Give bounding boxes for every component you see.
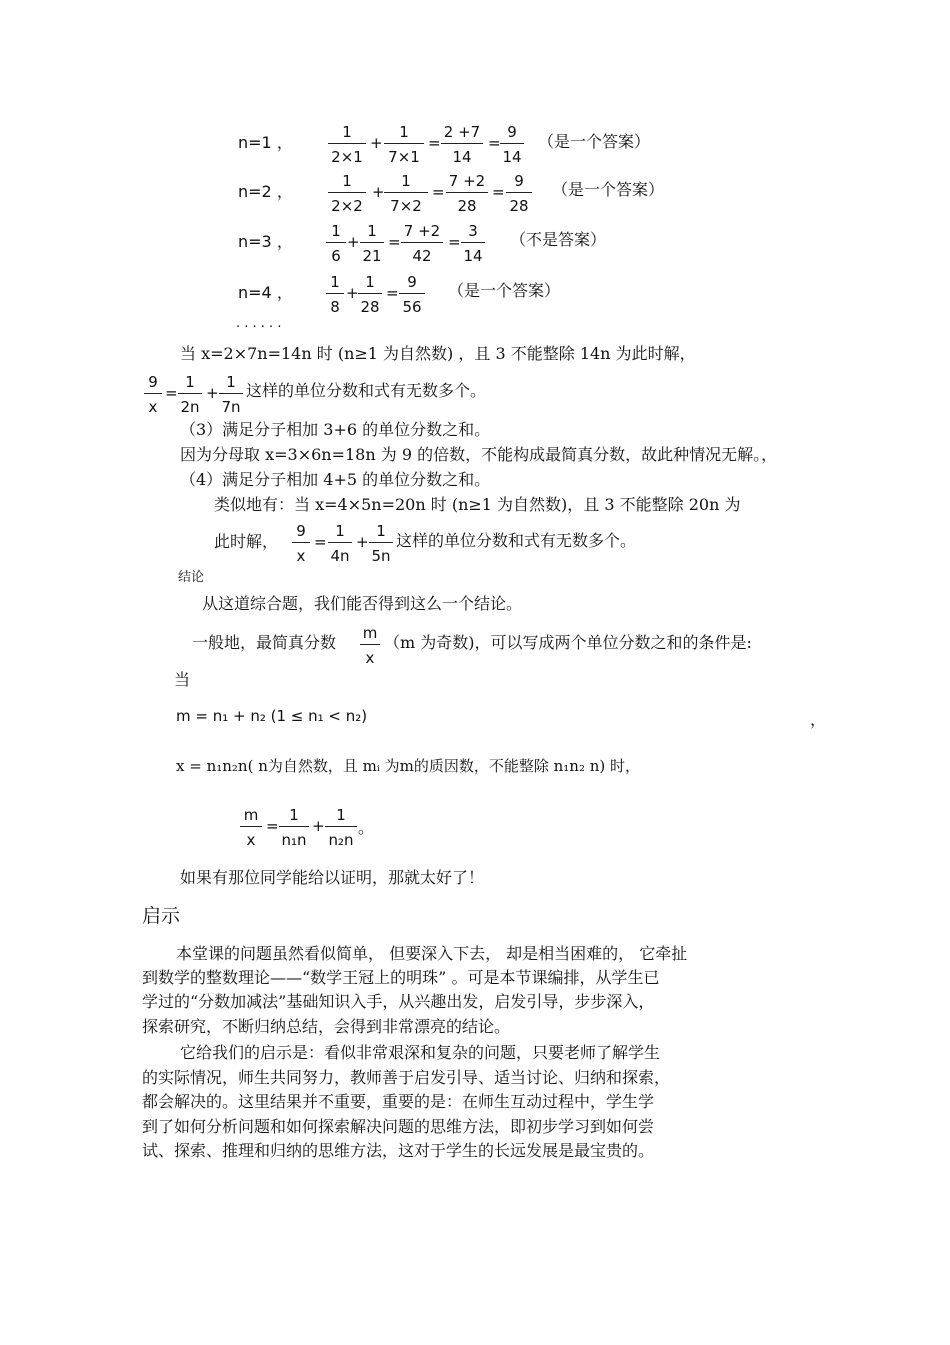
- fraction: $\frac{1}{2\times 2}$: [328, 171, 366, 216]
- fraction: $\frac{1}{7\times 1}$: [384, 122, 424, 167]
- fraction: $\frac{1}{6}$: [326, 221, 346, 266]
- fraction: $\frac{9}{x}$: [292, 521, 310, 566]
- paragraph-line: 学过的“分数加减法”基础知识入手，从兴趣出发，启发引导，步步深入，: [142, 992, 655, 1011]
- paragraph-line: 到数学的整数理论——“数学王冠上的明珠” 。可是本节课编排，从学生已: [142, 968, 660, 987]
- equals-sign: =: [432, 183, 445, 201]
- paragraph-line: 本堂课的问题虽然看似简单， 但要深入下去， 却是相当困难的， 它牵扯: [176, 944, 688, 963]
- equals-sign: =: [388, 233, 401, 251]
- case-note: （是一个答案）: [552, 180, 665, 199]
- item3-title: （3）满足分子相加 3+6 的单位分数之和。: [180, 420, 491, 439]
- case2-line: 当 x=2×7n=14n 时 (n≥1 为自然数) ，且 3 不能整除 14n 为此时解，: [180, 344, 696, 363]
- plus-sign: +: [356, 533, 369, 551]
- fraction: $\frac{m}{x}$: [360, 623, 380, 668]
- paragraph-line: 到了如何分析问题和如何探索解决问题的思维方法，即初步学习到如何尝: [142, 1117, 655, 1136]
- plus-sign: +: [347, 233, 360, 251]
- paragraph-line: 它给我们的启示是：看似非常艰深和复杂的问题，只要老师了解学生: [180, 1043, 661, 1062]
- case-note: （是一个答案）: [448, 281, 561, 300]
- equals-sign: =: [266, 817, 279, 835]
- fraction: $\frac{1}{4n}$: [328, 521, 352, 566]
- item3-body: 因为分母取 x=3×6n=18n 为 9 的倍数，不能构成最简真分数，故此种情况无解。，: [180, 445, 778, 464]
- fraction: $\frac{1}{7\times 2}$: [384, 171, 428, 216]
- fraction: $\frac{1}{2n}$: [178, 372, 202, 417]
- condition-1: m = n₁ + n₂ (1 ≤ n₁ < n₂): [176, 707, 368, 725]
- fraction: $\frac{1}{7n}$: [219, 372, 243, 417]
- condition-2: x = n₁n₂n( n为自然数，且 mᵢ 为m的质因数，不能整除 n₁n₂ n) 时，: [176, 757, 641, 775]
- when-label: 当: [174, 670, 191, 689]
- paragraph-line: 探索研究，不断归纳总结，会得到非常漂亮的结论。: [142, 1017, 511, 1036]
- conclusion-general-b: （m 为奇数)，可以写成两个单位分数之和的条件是:: [384, 633, 752, 652]
- fraction: $\frac{9}{56}$: [399, 272, 425, 317]
- item4-title: （4）满足分子相加 4+5 的单位分数之和。: [180, 470, 491, 489]
- plus-sign: +: [346, 284, 359, 302]
- ellipsis: · · · · · ·: [236, 320, 282, 335]
- section-title: 启示: [142, 905, 181, 927]
- hope-line: 如果有那位同学能给以证明，那就太好了！: [180, 868, 485, 887]
- case-note: （是一个答案）: [538, 132, 651, 151]
- fraction: $\frac{2 +7}{14}$: [441, 122, 483, 167]
- fraction: $\frac{1}{\text{n₁n}}$: [279, 805, 309, 850]
- equals-sign: =: [492, 183, 505, 201]
- fraction: $\frac{9}{x}$: [144, 372, 162, 417]
- plus-sign: +: [312, 817, 325, 835]
- equals-sign: =: [488, 134, 501, 152]
- equation-tail: 这样的单位分数和式有无数多个。: [396, 531, 637, 550]
- item4-lead: 此时解，: [214, 532, 279, 551]
- fraction: $\frac{1}{28}$: [358, 272, 382, 317]
- case-label: n=3 ，: [238, 232, 293, 251]
- fraction: $\frac{9}{14}$: [500, 122, 524, 167]
- item4-line: 类似地有：当 x=4×5n=20n 时 (n≥1 为自然数)，且 3 不能整除 20n 为: [214, 495, 741, 514]
- case-label: n=2 ，: [238, 182, 293, 201]
- fraction: $\frac{1}{5n}$: [369, 521, 393, 566]
- equals-sign: =: [448, 233, 461, 251]
- case-label: n=4 ，: [238, 283, 293, 302]
- conclusion-question: 从这道综合题，我们能否得到这么一个结论。: [202, 594, 523, 613]
- fraction: $\frac{1}{8}$: [326, 272, 344, 317]
- fraction: $\frac{7 +2}{28}$: [446, 171, 488, 216]
- equals-sign: =: [428, 134, 441, 152]
- equals-sign: =: [165, 384, 178, 402]
- fraction: $\frac{m}{x}$: [240, 805, 262, 850]
- fraction: $\frac{3}{14}$: [461, 221, 485, 266]
- paragraph-line: 都会解决的。这里结果并不重要，重要的是：在师生互动过程中，学生学: [142, 1092, 655, 1111]
- equation-tail: 这样的单位分数和式有无数多个。: [246, 381, 487, 400]
- case-note: （不是答案）: [510, 230, 607, 249]
- paragraph-line: 试、探索、推理和归纳的思维方法，这对于学生的长远发展是最宝贵的。: [142, 1141, 655, 1160]
- condition-1-comma: ，: [810, 710, 827, 729]
- fraction: $\frac{1}{\text{n₂n}}$: [325, 805, 357, 850]
- period: 。: [358, 818, 375, 837]
- fraction: $\frac{7 +2}{42}$: [401, 221, 443, 266]
- equals-sign: =: [386, 284, 399, 302]
- case-label: n=1 ，: [238, 133, 293, 152]
- plus-sign: +: [372, 183, 385, 201]
- plus-sign: +: [370, 134, 383, 152]
- equals-sign: =: [314, 533, 327, 551]
- paragraph-line: 的实际情况，师生共同努力，教师善于启发引导、适当讨论、归纳和探索，: [142, 1068, 671, 1087]
- fraction: $\frac{9}{28}$: [506, 171, 532, 216]
- conclusion-general-a: 一般地，最简真分数: [192, 633, 337, 652]
- conclusion-label: 结论: [178, 570, 205, 585]
- fraction: $\frac{1}{21}$: [360, 221, 384, 266]
- plus-sign: +: [206, 384, 219, 402]
- fraction: $\frac{1}{2\times 1}$: [328, 122, 366, 167]
